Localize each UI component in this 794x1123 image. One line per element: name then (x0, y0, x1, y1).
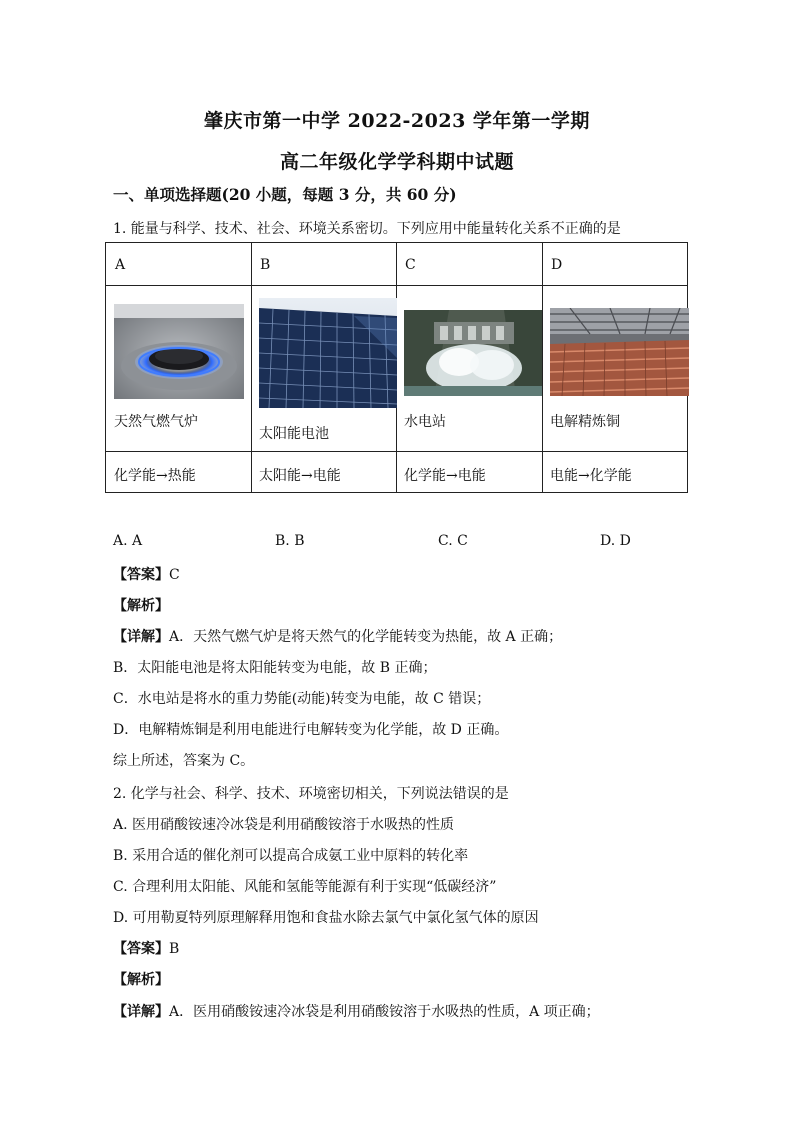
hydropower-dam-image (404, 310, 542, 396)
answer-label: 【答案】 (113, 941, 169, 957)
q1-detail-line-5: 综上所述，答案为 C。 (113, 753, 255, 769)
gas-stove-image (114, 304, 244, 399)
table-header-a: A (115, 257, 126, 273)
answer-value: B (169, 941, 180, 957)
table-header-b: B (260, 257, 271, 273)
q1-option-c: C. C (438, 533, 468, 549)
q1-option-d: D. D (600, 533, 631, 549)
answer-label: 【答案】 (113, 567, 169, 583)
q2-option-d: D. 可用勒夏特列原理解释用饱和食盐水除去氯气中氯化氢气体的原因 (113, 910, 539, 926)
caption-b: 太阳能电池 (259, 426, 329, 442)
caption-a: 天然气燃气炉 (114, 414, 198, 430)
q2-option-c: C. 合理利用太阳能、风能和氢能等能源有利于实现“低碳经济” (113, 879, 497, 895)
table-header-d: D (551, 257, 563, 273)
exam-title-line2: 高二年级化学学科期中试题 (279, 151, 514, 173)
conversion-d: 电能→化学能 (550, 468, 632, 484)
q1-analysis-label: 【解析】 (113, 598, 169, 614)
table-header-c: C (405, 257, 416, 273)
q1-option-a: A. A (113, 533, 143, 549)
q1-answer (113, 564, 180, 584)
solar-panel-image (259, 298, 397, 408)
exam-title-line1: 肇庆市第一中学 2022-2023 学年第一学期 (204, 110, 590, 132)
conversion-c: 化学能→电能 (404, 468, 486, 484)
q2-detail-line-1: 【详解】A．医用硝酸铵速冷冰袋是利用硝酸铵溶于水吸热的性质，A 项正确； (113, 1004, 600, 1020)
answer-value: C (169, 567, 180, 583)
q2-answer (113, 938, 179, 958)
detail-label: 【详解】 (113, 1004, 169, 1020)
q1-option-b: B. B (275, 533, 305, 549)
q1-table (105, 242, 688, 493)
caption-d: 电解精炼铜 (550, 414, 620, 430)
q2-option-b: B. 采用合适的催化剂可以提高合成氨工业中原料的转化率 (113, 848, 469, 864)
q2-analysis-label: 【解析】 (113, 972, 169, 988)
q1-detail-line-2: B．太阳能电池是将太阳能转变为电能，故 B 正确； (113, 660, 437, 676)
q1-detail-line-1: 【详解】A．天然气燃气炉是将天然气的化学能转变为热能，故 A 正确； (113, 629, 563, 645)
detail-label: 【详解】 (113, 629, 169, 645)
q1-detail-line-4: D．电解精炼铜是利用电能进行电解转变为化学能，故 D 正确。 (113, 722, 509, 738)
section-heading: 一、单项选择题(20 小题，每题 3 分，共 60 分) (113, 185, 457, 204)
q1-detail-line-3: C．水电站是将水的重力势能(动能)转变为电能，故 C 错误； (113, 691, 491, 707)
q1-stem: 1. 能量与科学、技术、社会、环境关系密切。下列应用中能量转化关系不正确的是 (113, 221, 621, 237)
caption-c: 水电站 (404, 414, 446, 430)
q2-stem: 2. 化学与社会、科学、技术、环境密切相关，下列说法错误的是 (113, 786, 509, 802)
conversion-b: 太阳能→电能 (259, 468, 341, 484)
copper-refining-image (550, 308, 689, 396)
q2-option-a: A. 医用硝酸铵速冷冰袋是利用硝酸铵溶于水吸热的性质 (113, 817, 455, 833)
conversion-a: 化学能→热能 (114, 468, 196, 484)
